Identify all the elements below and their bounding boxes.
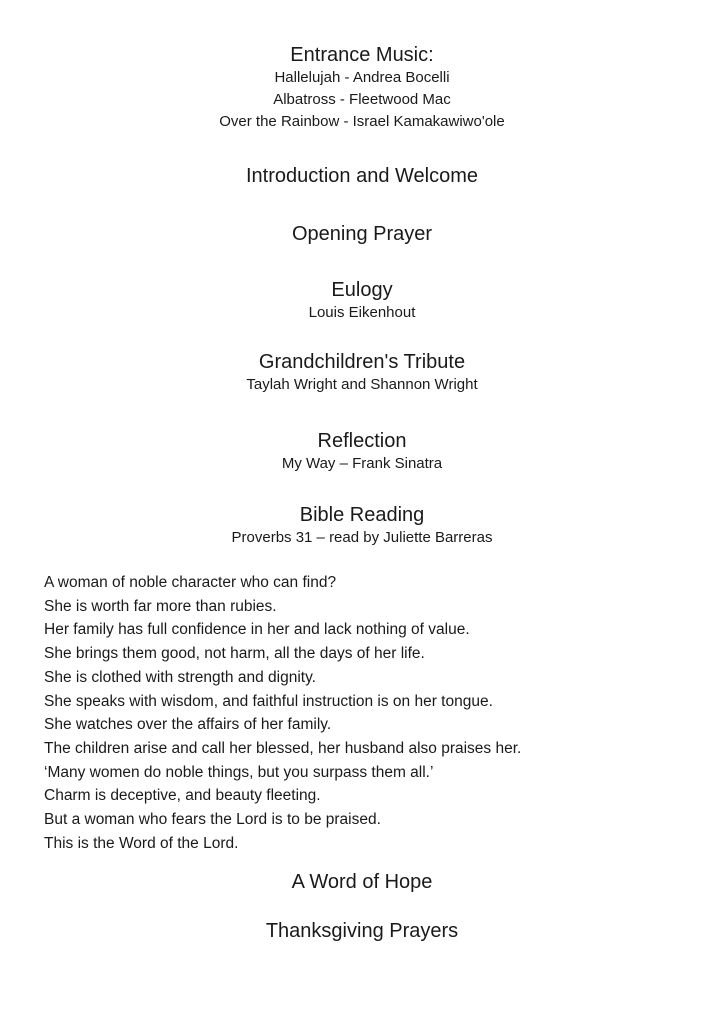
introduction-title: Introduction and Welcome xyxy=(246,165,478,187)
bible-reading-reference: Proverbs 31 – read by Juliette Barreras xyxy=(231,529,493,546)
reading-line: ‘Many women do noble things, but you surpass them all.’ xyxy=(44,763,434,781)
entrance-song: Albatross - Fleetwood Mac xyxy=(273,91,451,108)
eulogy-title: Eulogy xyxy=(331,279,393,301)
reading-line: Her family has full confidence in her and lack nothing of value. xyxy=(44,621,470,639)
reading-line: She is worth far more than rubies. xyxy=(44,597,277,615)
reading-line: Charm is deceptive, and beauty fleeting. xyxy=(44,787,321,805)
reading-line: She watches over the affairs of her family. xyxy=(44,716,332,734)
reflection-title: Reflection xyxy=(317,430,407,452)
reading-line: A woman of noble character who can find? xyxy=(44,574,337,591)
bible-reading-section xyxy=(0,503,724,549)
reading-line: She speaks with wisdom, and faithful instruction is on her tongue. xyxy=(44,692,493,710)
reading-line: She brings them good, not harm, all the days of her life. xyxy=(44,645,425,663)
bible-reading-text xyxy=(44,571,684,855)
entrance-music-section xyxy=(0,43,724,133)
reflection-song: My Way – Frank Sinatra xyxy=(281,455,443,472)
word-of-hope-title: A Word of Hope xyxy=(291,871,433,893)
entrance-song: Over the Rainbow - Israel Kamakawiwo'ole xyxy=(219,113,505,130)
introduction-section xyxy=(0,164,724,188)
eulogy-section xyxy=(0,278,724,324)
reading-line: She is clothed with strength and dignity. xyxy=(44,668,316,686)
entrance-music-title: Entrance Music: xyxy=(290,44,434,66)
opening-prayer-title: Opening Prayer xyxy=(291,223,433,245)
word-of-hope-section xyxy=(0,870,724,894)
tribute-section xyxy=(0,350,724,396)
tribute-title: Grandchildren's Tribute xyxy=(258,351,466,373)
thanksgiving-title: Thanksgiving Prayers xyxy=(265,920,459,942)
opening-prayer-section xyxy=(0,222,724,246)
entrance-song: Hallelujah - Andrea Bocelli xyxy=(274,69,450,86)
reading-line: The children arise and call her blessed, her husband also praises her. xyxy=(44,739,522,757)
eulogy-speaker: Louis Eikenhout xyxy=(308,304,416,321)
bible-reading-title: Bible Reading xyxy=(299,504,425,526)
reflection-section xyxy=(0,429,724,475)
reading-line: This is the Word of the Lord. xyxy=(44,834,239,852)
tribute-speakers: Taylah Wright and Shannon Wright xyxy=(246,376,478,393)
reading-line: But a woman who fears the Lord is to be praised. xyxy=(44,811,381,829)
thanksgiving-section xyxy=(0,919,724,943)
